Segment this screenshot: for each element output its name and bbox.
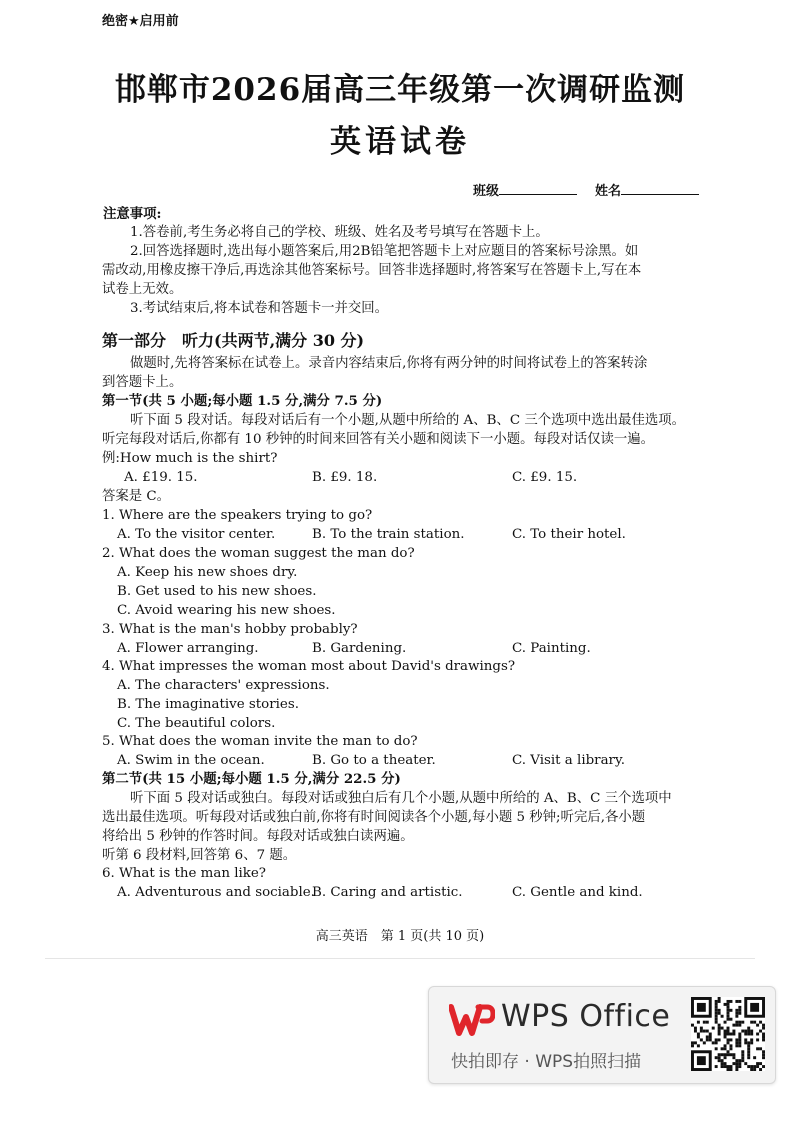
question-6-option-a: A. Adventurous and sociable. xyxy=(117,885,315,900)
question-5: 5. What does the woman invite the man to do? xyxy=(102,734,418,749)
part1-heading: 第一部分 听力(共两节,满分 30 分) xyxy=(102,331,365,350)
exam-title: 邯郸市2026届高三年级第一次调研监测 xyxy=(114,72,686,108)
notice-item-2-line-1: 2.回答选择题时,选出每小题答案后,用2B铅笔把答题卡上对应题目的答案标号涂黑。如 xyxy=(130,244,639,259)
question-1: 1. Where are the speakers trying to go? xyxy=(102,508,373,523)
notice-heading: 注意事项: xyxy=(103,206,162,222)
question-2-option-a: A. Keep his new shoes dry. xyxy=(117,565,298,580)
example-option-a: A. £19. 15. xyxy=(124,470,198,485)
question-3-option-c: C. Painting. xyxy=(512,641,591,656)
notice-item-2-line-3: 试卷上无效。 xyxy=(102,282,183,297)
question-4-option-a: A. The characters' expressions. xyxy=(117,678,330,693)
question-6: 6. What is the man like? xyxy=(102,866,266,881)
class-label: 班级 xyxy=(473,184,500,199)
wps-logo-icon xyxy=(449,1003,495,1037)
name-blank xyxy=(621,182,699,195)
question-3-option-b: B. Gardening. xyxy=(312,641,407,656)
part1-intro-line-2: 到答题卡上。 xyxy=(102,375,183,390)
qr-code-icon[interactable] xyxy=(691,997,765,1071)
question-2: 2. What does the woman suggest the man do? xyxy=(102,546,415,561)
section1-heading: 第一节(共 5 小题;每小题 1.5 分,满分 7.5 分) xyxy=(102,393,383,409)
subject-title: 英语试卷 xyxy=(330,124,470,160)
section2-intro-line-1: 听下面 5 段对话或独白。每段对话或独白后有几个小题,从题中所给的 A、B、C 三个选项中 xyxy=(130,791,672,806)
example-question: 例:How much is the shirt? xyxy=(102,451,278,466)
section2-intro-line-3: 将给出 5 秒钟的作答时间。每段对话或独白读两遍。 xyxy=(102,829,414,844)
class-field xyxy=(473,180,577,199)
material-instruction: 听第 6 段材料,回答第 6、7 题。 xyxy=(102,848,297,863)
question-6-option-c: C. Gentle and kind. xyxy=(512,885,643,900)
question-2-option-c: C. Avoid wearing his new shoes. xyxy=(117,603,336,618)
section2-intro-line-2: 选出最佳选项。听每段对话或独白前,你将有时间阅读各个小题,每小题 5 秒钟;听完后,各小题 xyxy=(102,810,646,825)
wps-watermark-banner[interactable] xyxy=(428,986,776,1084)
question-3-option-a: A. Flower arranging. xyxy=(117,641,259,656)
part1-intro-line-1: 做题时,先将答案标在试卷上。录音内容结束后,你将有两分钟的时间将试卷上的答案转涂 xyxy=(130,356,648,371)
question-4-option-c: C. The beautiful colors. xyxy=(117,716,276,731)
page-divider xyxy=(45,958,755,959)
example-answer: 答案是 C。 xyxy=(102,489,171,504)
notice-item-1: 1.答卷前,考生务必将自己的学校、班级、姓名及考号填写在答题卡上。 xyxy=(130,225,549,240)
page-footer: 高三英语 第 1 页(共 10 页) xyxy=(315,929,485,944)
wps-tagline: 快拍即存 · WPS拍照扫描 xyxy=(451,1052,642,1072)
question-1-option-c: C. To their hotel. xyxy=(512,527,626,542)
question-2-option-b: B. Get used to his new shoes. xyxy=(117,584,317,599)
notice-item-3: 3.考试结束后,将本试卷和答题卡一并交回。 xyxy=(130,301,389,316)
name-label: 姓名 xyxy=(595,184,622,199)
question-1-option-a: A. To the visitor center. xyxy=(117,527,276,542)
confidential-mark: 绝密★启用前 xyxy=(102,14,179,29)
question-6-option-b: B. Caring and artistic. xyxy=(312,885,463,900)
example-option-b: B. £9. 18. xyxy=(312,470,378,485)
question-1-option-b: B. To the train station. xyxy=(312,527,465,542)
question-4: 4. What impresses the woman most about David's drawings? xyxy=(102,659,516,674)
question-5-option-a: A. Swim in the ocean. xyxy=(117,753,265,768)
question-5-option-b: B. Go to a theater. xyxy=(312,753,436,768)
question-3: 3. What is the man's hobby probably? xyxy=(102,622,358,637)
example-option-c: C. £9. 15. xyxy=(512,470,578,485)
notice-item-2-line-2: 需改动,用橡皮擦干净后,再选涂其他答案标号。回答非选择题时,将答案写在答题卡上,写在本 xyxy=(102,263,642,278)
question-5-option-c: C. Visit a library. xyxy=(512,753,625,768)
question-4-option-b: B. The imaginative stories. xyxy=(117,697,299,712)
section2-heading: 第二节(共 15 小题;每小题 1.5 分,满分 22.5 分) xyxy=(102,771,401,787)
section1-intro-line-1: 听下面 5 段对话。每段对话后有一个小题,从题中所给的 A、B、C 三个选项中选出最佳选项。 xyxy=(130,413,686,428)
class-blank xyxy=(499,182,577,195)
wps-brand-name: WPS Office xyxy=(501,999,671,1034)
name-field xyxy=(595,180,699,199)
section1-intro-line-2: 听完每段对话后,你都有 10 秒钟的时间来回答有关小题和阅读下一小题。每段对话仅读一遍。 xyxy=(102,432,655,447)
